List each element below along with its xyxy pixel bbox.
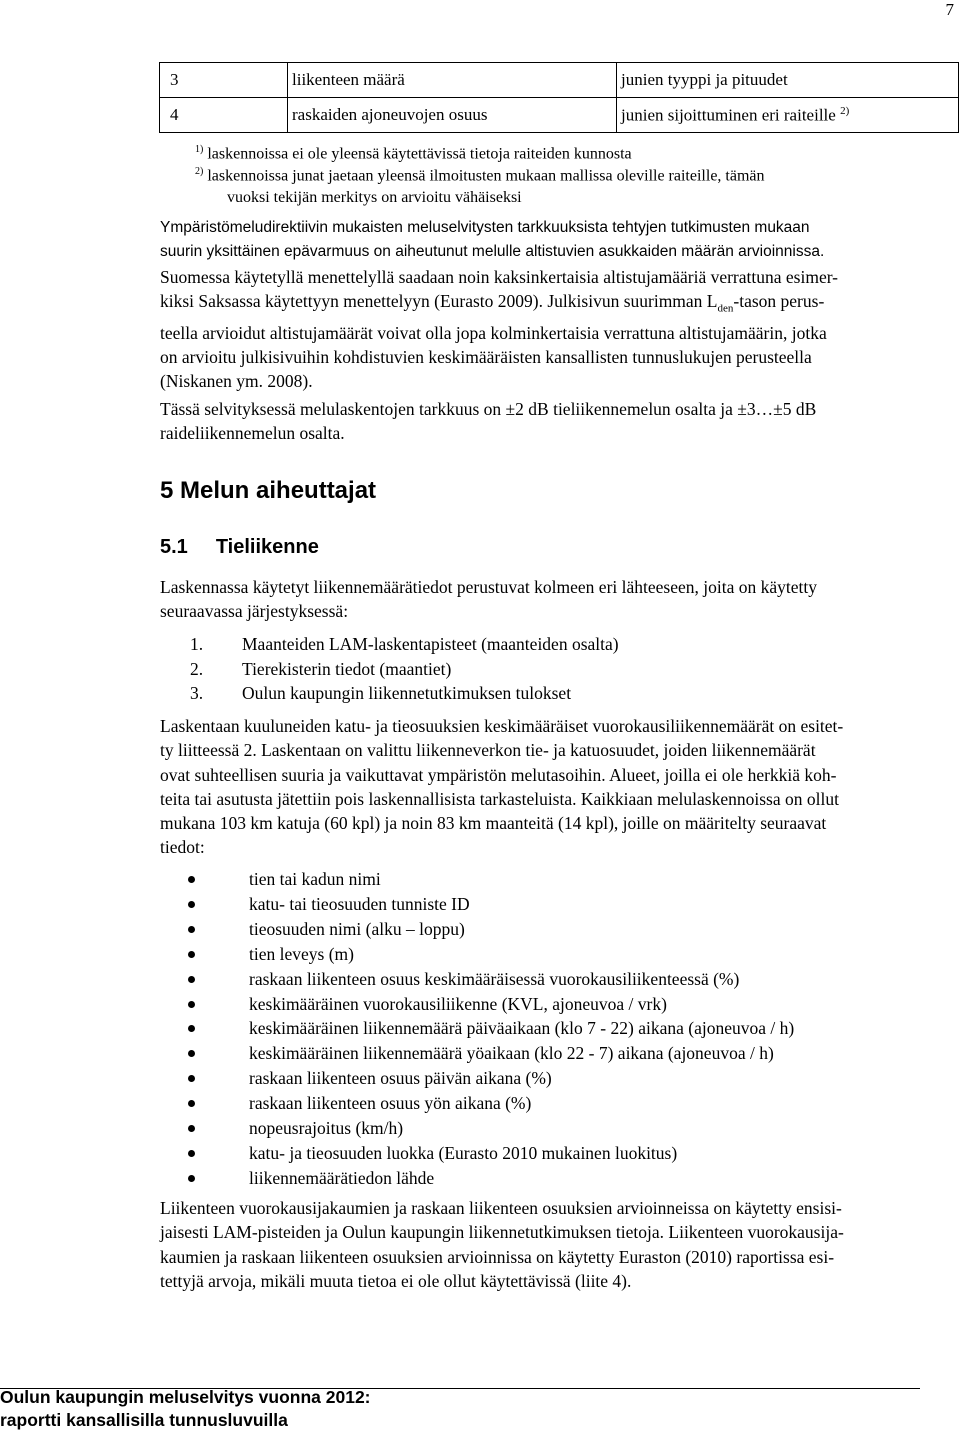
text-line: Suomessa käytetyllä menettelyllä saadaan noin kaksinkertaisia altistujamääriä verrattuna esimer-: [160, 266, 839, 287]
list-item: [188, 942, 794, 967]
list-text: Tierekisterin tiedot (maantiet): [242, 658, 452, 679]
text-line: Ympäristömeludirektiivin mukaisten meluselvitysten tarkkuuksista tehtyjen tutkimusten mukaan: [160, 219, 810, 236]
text-span: -tason perus-: [733, 290, 825, 311]
list-text: liikennemäärätiedon lähde: [249, 1167, 435, 1188]
footnote-marker: 2): [195, 166, 204, 177]
subsection-number: 5.1: [160, 536, 188, 558]
text-line: Tässä selvityksessä melulaskentojen tarkkuus on ±2 dB tieliikennemelun osalta ja ±3…±5 dB: [160, 399, 817, 419]
text-line: ovat suhteellisen suuria ja vaikuttavat ympäristön melutasoihin. Alueet, joilla ei ole herkkiä koh-: [160, 764, 837, 785]
page-number: 7: [945, 0, 954, 19]
list-item: [188, 1016, 794, 1041]
footer-line-2: raportti kansallisilla tunnusluvuilla: [0, 1410, 288, 1430]
footnote-text: laskennoissa junat jaetaan yleensä ilmoitusten mukaan mallissa oleville raiteille, tämän: [203, 167, 765, 185]
list-text: tien tai kadun nimi: [249, 869, 381, 889]
text-line: tiedot:: [160, 837, 205, 858]
table-row: [160, 63, 959, 98]
bullet-icon: [188, 926, 195, 933]
list-text: keskimääräinen vuorokausiliikenne (KVL, ajoneuvoa / vrk): [249, 993, 667, 1014]
footnote-text: laskennoissa ei ole yleensä käytettävissä tietoja raiteiden kunnosta: [203, 145, 632, 163]
bullet-icon: [188, 1150, 195, 1157]
list-text: Oulun kaupungin liikennetutkimuksen tulokset: [242, 683, 572, 703]
bullet-icon: [188, 1025, 195, 1032]
source-list: [190, 632, 619, 706]
subsection-heading: [160, 536, 319, 559]
text-line: Laskentaan kuuluneiden katu- ja tieosuuksien keskimääräiset vuorokausiliikennemäärät on esitet-: [160, 716, 844, 736]
subsection-title: Tieliikenne: [215, 536, 319, 558]
paragraph-network: [160, 714, 952, 860]
list-item: [188, 1116, 794, 1141]
text-line: Laskennassa käytetyt liikennemäärätiedot perustuvat kolmeen eri lähteeseen, joita on käytetty: [160, 577, 817, 597]
list-number: 3.: [190, 683, 204, 703]
list-text: raskaan liikenteen osuus päivän aikana (%): [249, 1068, 552, 1089]
list-text: nopeusrajoitus (km/h): [249, 1118, 404, 1139]
list-text: katu- tai tieosuuden tunniste ID: [249, 893, 470, 914]
field-list: [188, 867, 794, 1191]
footnote-marker: 1): [195, 144, 204, 155]
list-item: [190, 632, 619, 657]
bullet-icon: [188, 976, 195, 983]
list-text: raskaan liikenteen osuus yön aikana (%): [249, 1093, 532, 1114]
summary-table: [159, 62, 959, 133]
bullet-icon: [188, 1001, 195, 1008]
list-item: [190, 657, 619, 682]
footnote-continuation: vuoksi tekijän merkitys on arvioitu vähäiseksi: [227, 189, 522, 207]
text-line: tettyjä arvoja, mikäli muuta tietoa ei ole ollut käytettävissä (liite 4).: [160, 1270, 632, 1291]
list-item: [188, 1066, 794, 1091]
cell-text: junien sijoittuminen eri raiteille: [621, 105, 836, 125]
bullet-icon: [188, 1100, 195, 1107]
text-line: teella arvioidut altistujamäärät voivat olla jopa kolminkertaisia verrattuna altistujamäärin, jotka: [160, 322, 827, 343]
bullet-icon: [188, 1125, 195, 1132]
list-text: katu- ja tieosuuden luokka (Eurasto 2010 mukainen luokitus): [249, 1142, 678, 1163]
bullet-icon: [188, 876, 195, 883]
bullet-icon: [188, 1050, 195, 1057]
list-number: 2.: [190, 658, 204, 679]
list-item: [188, 967, 794, 992]
list-text: tieosuuden nimi (alku – loppu): [249, 918, 465, 939]
text-line: mukana 103 km katuja (60 kpl) ja noin 83 km maanteitä (14 kpl), joille on määritelty seuraavat: [160, 813, 827, 834]
table-cell: [617, 98, 959, 133]
list-text: raskaan liikenteen osuus keskimääräisessä vuorokausiliikenteessä (%): [249, 968, 740, 989]
footnote-2: [195, 161, 765, 209]
paragraph-sources-intro: [160, 575, 952, 624]
subscript: den: [717, 302, 734, 315]
footer-line-1: Oulun kaupungin meluselvitys vuonna 2012:: [0, 1387, 371, 1407]
footnote-ref: 2): [840, 104, 850, 117]
text-line: on arvioitu julkisivuihin kohdistuvien keskimääräisten kansallisten tunnuslukujen perusteella: [160, 346, 812, 367]
list-text: Maanteiden LAM-laskentapisteet (maanteiden osalta): [242, 634, 619, 654]
table-cell: raskaiden ajoneuvojen osuus: [288, 98, 617, 133]
list-item: [188, 1141, 794, 1166]
bullet-icon: [188, 1175, 195, 1182]
text-line: raideliikennemelun osalta.: [160, 423, 345, 444]
text-line: (Niskanen ym. 2008).: [160, 371, 313, 392]
paragraph-accuracy: [160, 216, 952, 394]
table-cell: [617, 63, 959, 98]
text-line: Liikenteen vuorokausijakaumien ja raskaan liikenteen osuuksien arvioinneissa on käytetty ensisi-: [160, 1198, 842, 1218]
paragraph-precision: [160, 397, 952, 446]
text-line: seuraavassa järjestyksessä:: [160, 601, 349, 622]
bullet-icon: [188, 951, 195, 958]
text-line: suurin yksittäinen epävarmuus on aiheutunut melulle altistuvien asukkaiden määrän arvioinnissa.: [160, 243, 825, 261]
list-text: keskimääräinen liikennemäärä päiväaikaan (klo 7 - 22) aikana (ajoneuvoa / h): [249, 1018, 795, 1039]
list-item: [188, 917, 794, 942]
text-line: [160, 289, 952, 321]
bullet-icon: [188, 1075, 195, 1082]
list-item: [188, 892, 794, 917]
list-number: 1.: [190, 634, 204, 654]
list-text: tien leveys (m): [249, 943, 354, 964]
section-heading: 5 Melun aiheuttajat: [160, 477, 377, 504]
list-item: [188, 867, 794, 892]
text-line: kaumien ja raskaan liikenteen osuuksien arvioinnissa on käytetty Euraston (2010) raportissa esi-: [160, 1246, 835, 1267]
text-span: kiksi Saksassa käytettyyn menettelyyn (Eurasto 2009). Julkisivun suurimman L: [160, 290, 718, 311]
list-item: [190, 681, 619, 706]
table-cell: 4: [160, 98, 288, 133]
paragraph-distributions: [160, 1196, 952, 1293]
bullet-icon: [188, 901, 195, 908]
list-text: keskimääräinen liikennemäärä yöaikaan (klo 22 - 7) aikana (ajoneuvoa / h): [249, 1043, 774, 1064]
table-cell: liikenteen määrä: [288, 63, 617, 98]
cell-text: junien tyyppi ja pituudet: [621, 70, 788, 89]
list-item: [188, 992, 794, 1017]
list-item: [188, 1091, 794, 1116]
list-item: [188, 1166, 794, 1191]
text-line: jaisesti LAM-pisteiden ja Oulun kaupungin liikennetutkimuksen tietoja. Liikenteen vuorokausija-: [160, 1222, 844, 1243]
text-line: ty liitteessä 2. Laskentaan on valittu liikenneverkon tie- ja katuosuudet, joiden liikennemäärät: [160, 740, 816, 761]
list-item: [188, 1041, 794, 1066]
table-row: [160, 98, 959, 133]
table-cell: 3: [160, 63, 288, 98]
text-line: teita tai asutusta jätettiin pois laskennallisista tarkasteluista. Kaikkiaan melulaskennoissa on ollut: [160, 788, 839, 809]
